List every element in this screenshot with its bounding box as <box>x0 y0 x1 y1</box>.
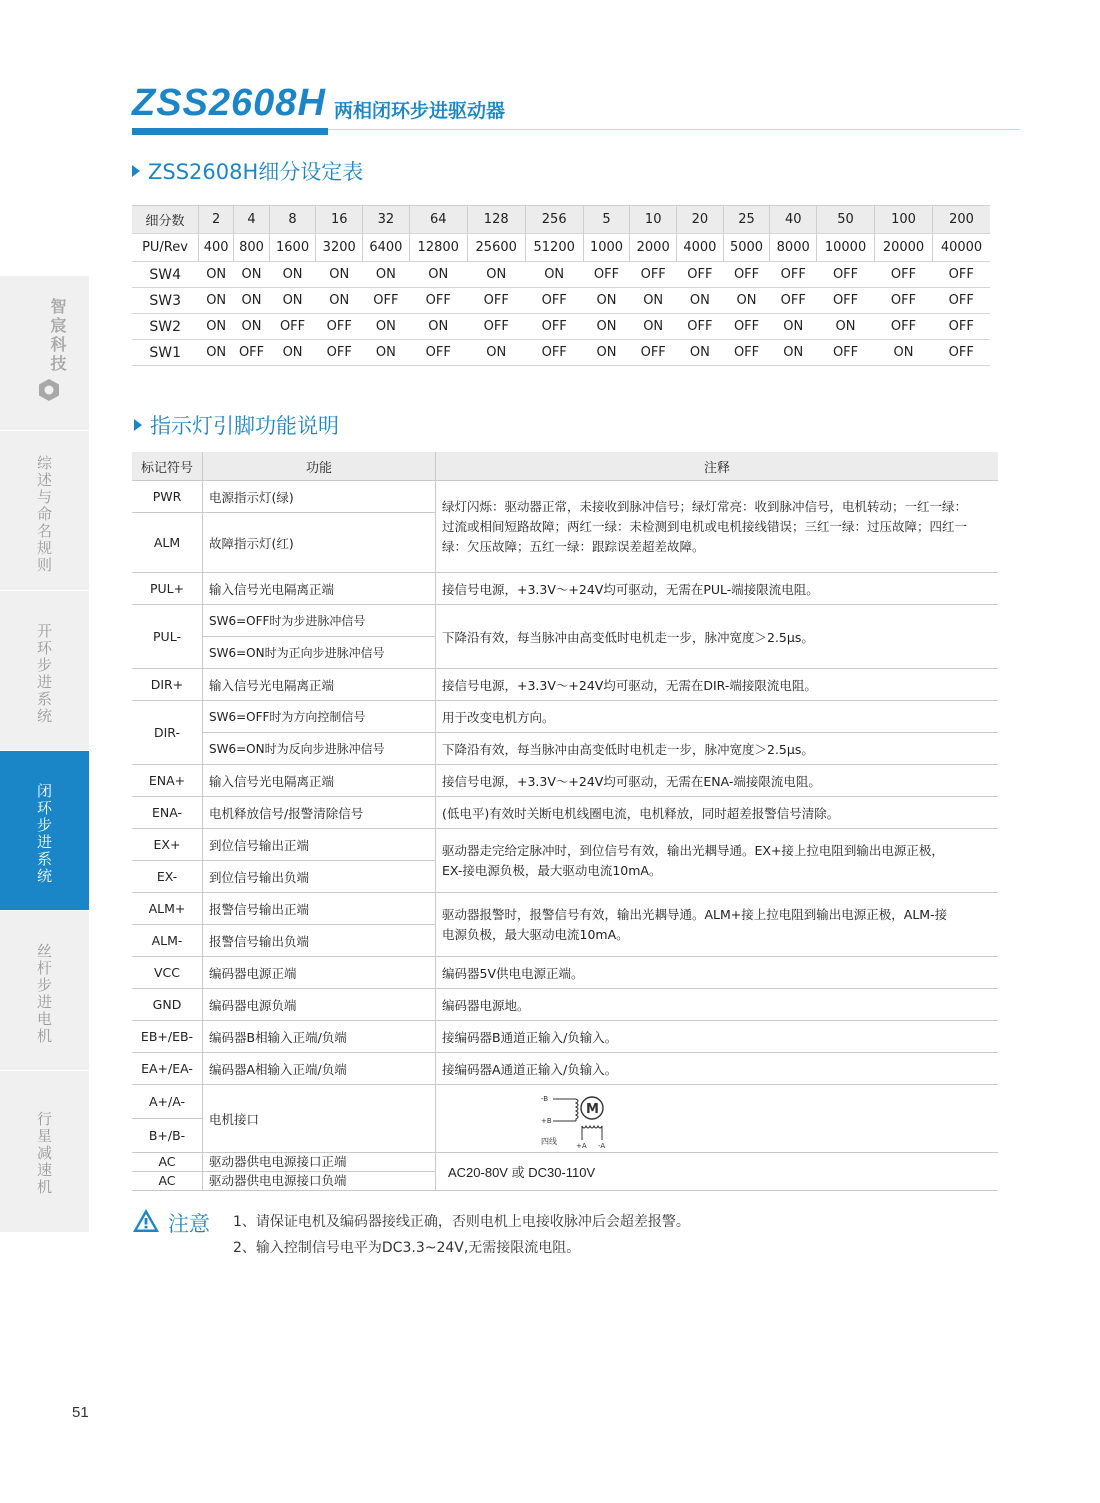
cell: 4 <box>234 206 269 234</box>
table-row <box>132 797 998 829</box>
pin-symbol: AC <box>132 1153 203 1172</box>
cell: ON <box>525 262 583 288</box>
pin-symbol: ALM- <box>132 925 203 957</box>
pin-note: 下降沿有效，每当脉冲由高变低时电机走一步，脉冲宽度＞2.5μs。 <box>436 733 999 765</box>
cell: 20 <box>677 206 724 234</box>
table-header <box>132 452 998 481</box>
table-row <box>132 1085 998 1119</box>
cell: OFF <box>316 314 363 340</box>
row-subdivision <box>132 206 990 234</box>
pin-function: 驱动器供电电源接口正端 <box>203 1153 436 1172</box>
cell: OFF <box>525 288 583 314</box>
subdivision-table <box>132 205 990 366</box>
cell: OFF <box>677 262 724 288</box>
fig-label: 四线 <box>541 1136 557 1146</box>
cell: 64 <box>409 206 467 234</box>
pin-function: SW6=OFF时为方向控制信号 <box>203 701 436 733</box>
cell: 12800 <box>409 234 467 262</box>
cell: OFF <box>409 340 467 366</box>
cell: ON <box>316 262 363 288</box>
cell: 4000 <box>677 234 724 262</box>
table-row <box>132 957 998 989</box>
header-function: 功能 <box>203 452 436 481</box>
cell: OFF <box>630 340 677 366</box>
pin-symbol: PUL+ <box>132 573 203 605</box>
sidebar-tab-label: 丝杆步进电机 <box>35 943 53 1045</box>
table-row <box>132 481 998 513</box>
cell: 128 <box>467 206 525 234</box>
table-row <box>132 829 998 861</box>
cell: ON <box>630 314 677 340</box>
cell: OFF <box>770 288 817 314</box>
table-row <box>132 605 998 637</box>
cell: 10000 <box>817 234 875 262</box>
cell: 2 <box>199 206 234 234</box>
pin-note: (低电平)有效时关断电机线圈电流，电机释放，同时超差报警信号清除。 <box>436 797 999 829</box>
cell: 16 <box>316 206 363 234</box>
pin-note: 驱动器报警时，报警信号有效，输出光耦导通。ALM+接上拉电阻到输出电源正极，ALM-接电源负极，最大驱动电流10mA。 <box>436 893 999 957</box>
pin-function: 编码器电源正端 <box>203 957 436 989</box>
subdivision-section-title: ZSS2608H细分设定表 <box>132 156 363 186</box>
cell: 8 <box>269 206 316 234</box>
sidebar-tab-label: 闭环步进系统 <box>35 783 53 885</box>
row-label: PU/Rev <box>132 234 199 262</box>
pin-symbol: EX- <box>132 861 203 893</box>
cell: ON <box>723 288 770 314</box>
sidebar-tab-open-loop[interactable] <box>0 590 89 751</box>
cell: 50 <box>817 206 875 234</box>
cell: 25 <box>723 206 770 234</box>
motor-wiring-figure <box>436 1085 999 1153</box>
pin-note: 接编码器A通道正输入/负输入。 <box>436 1053 999 1085</box>
fig-label: -B <box>541 1094 549 1103</box>
cell: OFF <box>723 340 770 366</box>
pin-symbol: DIR- <box>132 701 203 765</box>
row-label: SW4 <box>132 262 199 288</box>
sidebar-tab-planetary[interactable] <box>0 1070 89 1232</box>
cell: 25600 <box>467 234 525 262</box>
pin-function: 输入信号光电隔离正端 <box>203 573 436 605</box>
pin-function: 电机释放信号/报警清除信号 <box>203 797 436 829</box>
cell: ON <box>677 340 724 366</box>
row-sw2 <box>132 314 990 340</box>
pin-function: 编码器A相输入正端/负端 <box>203 1053 436 1085</box>
cell: OFF <box>933 262 990 288</box>
pin-symbol: PUL- <box>132 605 203 669</box>
pin-function: SW6=ON时为反向步进脉冲信号 <box>203 733 436 765</box>
sidebar-tab-label: 开环步进系统 <box>35 623 53 725</box>
cell: ON <box>199 288 234 314</box>
cell: 1000 <box>583 234 630 262</box>
cell: ON <box>770 340 817 366</box>
pin-note: 绿灯闪烁：驱动器正常，未接收到脉冲信号；绿灯常亮：收到脉冲信号，电机转动；一红一绿：过流或相间短路故障；两红一绿：未检测到电机或电机接线错误；三红一绿：过压故障；四红一绿：欠压故障；五红一绿：跟踪误差超差故障。 <box>436 481 999 573</box>
pin-symbol: ENA+ <box>132 765 203 797</box>
cell: OFF <box>875 314 933 340</box>
pin-symbol: GND <box>132 989 203 1021</box>
cell: OFF <box>723 314 770 340</box>
pin-function: 编码器B相输入正端/负端 <box>203 1021 436 1053</box>
pin-function: 编码器电源负端 <box>203 989 436 1021</box>
cell: OFF <box>875 262 933 288</box>
cell: OFF <box>933 288 990 314</box>
notice-title: 注意 <box>168 1212 210 1236</box>
cell: 400 <box>199 234 234 262</box>
table-row <box>132 893 998 925</box>
pin-function: 输入信号光电隔离正端 <box>203 765 436 797</box>
row-label: SW2 <box>132 314 199 340</box>
cell: 8000 <box>770 234 817 262</box>
pin-function: 报警信号输出负端 <box>203 925 436 957</box>
table-row <box>132 669 998 701</box>
row-label: SW1 <box>132 340 199 366</box>
table-row <box>132 1153 998 1172</box>
pin-symbol: DIR+ <box>132 669 203 701</box>
pin-note: AC20-80V 或 DC30-110V <box>436 1153 999 1191</box>
cell: ON <box>363 262 410 288</box>
cell: ON <box>199 314 234 340</box>
cell: 1600 <box>269 234 316 262</box>
pin-symbol: EB+/EB- <box>132 1021 203 1053</box>
pin-symbol: ALM <box>132 513 203 573</box>
fig-label: -A <box>598 1141 606 1150</box>
cell: OFF <box>817 340 875 366</box>
pin-note: 接信号电源，+3.3V～+24V均可驱动，无需在DIR-端接限流电阻。 <box>436 669 999 701</box>
cell: 100 <box>875 206 933 234</box>
pin-symbol: B+/B- <box>132 1119 203 1153</box>
fig-label: M <box>586 1101 599 1117</box>
cell: OFF <box>525 314 583 340</box>
cell: ON <box>409 262 467 288</box>
cell: ON <box>234 314 269 340</box>
header-note: 注释 <box>436 452 999 481</box>
cell: OFF <box>875 288 933 314</box>
row-sw3 <box>132 288 990 314</box>
cell: OFF <box>467 288 525 314</box>
brand-logo-icon <box>38 378 60 402</box>
cell: ON <box>677 288 724 314</box>
sidebar <box>0 275 89 1231</box>
pin-function: SW6=OFF时为步进脉冲信号 <box>203 605 436 637</box>
cell: OFF <box>933 340 990 366</box>
pin-function: 报警信号输出正端 <box>203 893 436 925</box>
cell: ON <box>467 262 525 288</box>
cell: ON <box>630 288 677 314</box>
brand-name: 智宸科技 <box>48 298 67 374</box>
cell: 5 <box>583 206 630 234</box>
sidebar-tab-label: 综述与命名规则 <box>35 455 53 574</box>
table-row <box>132 573 998 605</box>
pin-note: 接信号电源，+3.3V～+24V均可驱动，无需在ENA-端接限流电阻。 <box>436 765 999 797</box>
table-row <box>132 1021 998 1053</box>
cell: ON <box>875 340 933 366</box>
sidebar-brand-tab[interactable] <box>0 275 89 431</box>
triangle-right-icon <box>134 419 142 431</box>
pin-function: 输入信号光电隔离正端 <box>203 669 436 701</box>
pin-symbol: AC <box>132 1172 203 1191</box>
cell: OFF <box>723 262 770 288</box>
cell: ON <box>583 288 630 314</box>
pin-function: 故障指示灯(红) <box>203 513 436 573</box>
row-label: 细分数 <box>132 206 199 234</box>
cell: ON <box>199 262 234 288</box>
cell: OFF <box>933 314 990 340</box>
cell: 800 <box>234 234 269 262</box>
cell: OFF <box>525 340 583 366</box>
pin-note: 编码器5V供电电源正端。 <box>436 957 999 989</box>
cell: OFF <box>467 314 525 340</box>
pin-note: 驱动器走完给定脉冲时，到位信号有效，输出光耦导通。EX+接上拉电阻到输出电源正极，EX-接电源负极，最大驱动电流10mA。 <box>436 829 999 893</box>
cell: OFF <box>234 340 269 366</box>
row-sw1 <box>132 340 990 366</box>
cell: 256 <box>525 206 583 234</box>
pin-function: 到位信号输出正端 <box>203 829 436 861</box>
cell: 40000 <box>933 234 990 262</box>
cell: OFF <box>583 262 630 288</box>
sidebar-tab-closed-loop[interactable] <box>0 750 89 911</box>
cell: 3200 <box>316 234 363 262</box>
table-row <box>132 701 998 733</box>
pin-symbol: VCC <box>132 957 203 989</box>
cell: ON <box>583 314 630 340</box>
pin-symbol: EX+ <box>132 829 203 861</box>
fig-label: +A <box>576 1141 587 1150</box>
cell: ON <box>234 288 269 314</box>
cell: ON <box>316 288 363 314</box>
table-row <box>132 989 998 1021</box>
pin-note: 用于改变电机方向。 <box>436 701 999 733</box>
pin-function: 驱动器供电电源接口负端 <box>203 1172 436 1191</box>
cell: ON <box>269 340 316 366</box>
pin-section-title: 指示灯引脚功能说明 <box>134 410 339 440</box>
warning-icon <box>132 1208 160 1233</box>
cell: ON <box>269 262 316 288</box>
cell: ON <box>817 314 875 340</box>
pin-symbol: EA+/EA- <box>132 1053 203 1085</box>
cell: OFF <box>630 262 677 288</box>
pin-note: 接信号电源，+3.3V～+24V均可驱动，无需在PUL-端接限流电阻。 <box>436 573 999 605</box>
cell: ON <box>199 340 234 366</box>
pin-function: 电机接口 <box>203 1085 436 1153</box>
cell: 10 <box>630 206 677 234</box>
pin-function: 到位信号输出负端 <box>203 861 436 893</box>
row-pu-rev <box>132 234 990 262</box>
cell: ON <box>269 288 316 314</box>
pin-function: SW6=ON时为正向步进脉冲信号 <box>203 637 436 669</box>
cell: 40 <box>770 206 817 234</box>
pin-note: 接编码器B通道正输入/负输入。 <box>436 1021 999 1053</box>
cell: 51200 <box>525 234 583 262</box>
sidebar-tab-lead-screw[interactable] <box>0 910 89 1071</box>
cell: OFF <box>817 288 875 314</box>
pin-symbol: ALM+ <box>132 893 203 925</box>
table-row <box>132 1053 998 1085</box>
pin-note: 编码器电源地。 <box>436 989 999 1021</box>
cell: OFF <box>770 262 817 288</box>
pin-function: 电源指示灯(绿) <box>203 481 436 513</box>
cell: 32 <box>363 206 410 234</box>
cell: 20000 <box>875 234 933 262</box>
cell: OFF <box>363 288 410 314</box>
pin-symbol: A+/A- <box>132 1085 203 1119</box>
sidebar-tab-overview[interactable] <box>0 430 89 591</box>
cell: ON <box>234 262 269 288</box>
product-subtitle: 两相闭环步进驱动器 <box>334 100 506 122</box>
page-number: 51 <box>72 1404 89 1421</box>
row-label: SW3 <box>132 288 199 314</box>
sidebar-tab-label: 行星减速机 <box>35 1111 53 1196</box>
cell: ON <box>467 340 525 366</box>
header-rule <box>328 129 1020 130</box>
pin-function-table <box>132 452 998 1191</box>
product-model: ZSS2608H <box>132 82 326 124</box>
cell: OFF <box>677 314 724 340</box>
fig-label: +B <box>541 1116 552 1125</box>
cell: 6400 <box>363 234 410 262</box>
cell: OFF <box>409 288 467 314</box>
cell: ON <box>583 340 630 366</box>
header-accent-bar <box>132 128 328 135</box>
motor-wiring-diagram <box>536 1088 656 1150</box>
table-row <box>132 733 998 765</box>
header-symbol: 标记符号 <box>132 452 203 481</box>
notice-line: 2、输入控制信号电平为DC3.3~24V,无需接限流电阻。 <box>233 1240 581 1256</box>
pin-note: 下降沿有效，每当脉冲由高变低时电机走一步，脉冲宽度＞2.5μs。 <box>436 605 999 669</box>
cell: 2000 <box>630 234 677 262</box>
notice-line: 1、请保证电机及编码器接线正确，否则电机上电接收脉冲后会超差报警。 <box>233 1214 690 1230</box>
triangle-right-icon <box>132 165 140 177</box>
cell: OFF <box>316 340 363 366</box>
pin-symbol: ENA- <box>132 797 203 829</box>
cell: ON <box>363 340 410 366</box>
cell: ON <box>363 314 410 340</box>
cell: 5000 <box>723 234 770 262</box>
cell: ON <box>409 314 467 340</box>
cell: ON <box>770 314 817 340</box>
row-sw4 <box>132 262 990 288</box>
pin-symbol: PWR <box>132 481 203 513</box>
cell: OFF <box>817 262 875 288</box>
table-row <box>132 765 998 797</box>
cell: 200 <box>933 206 990 234</box>
cell: OFF <box>269 314 316 340</box>
